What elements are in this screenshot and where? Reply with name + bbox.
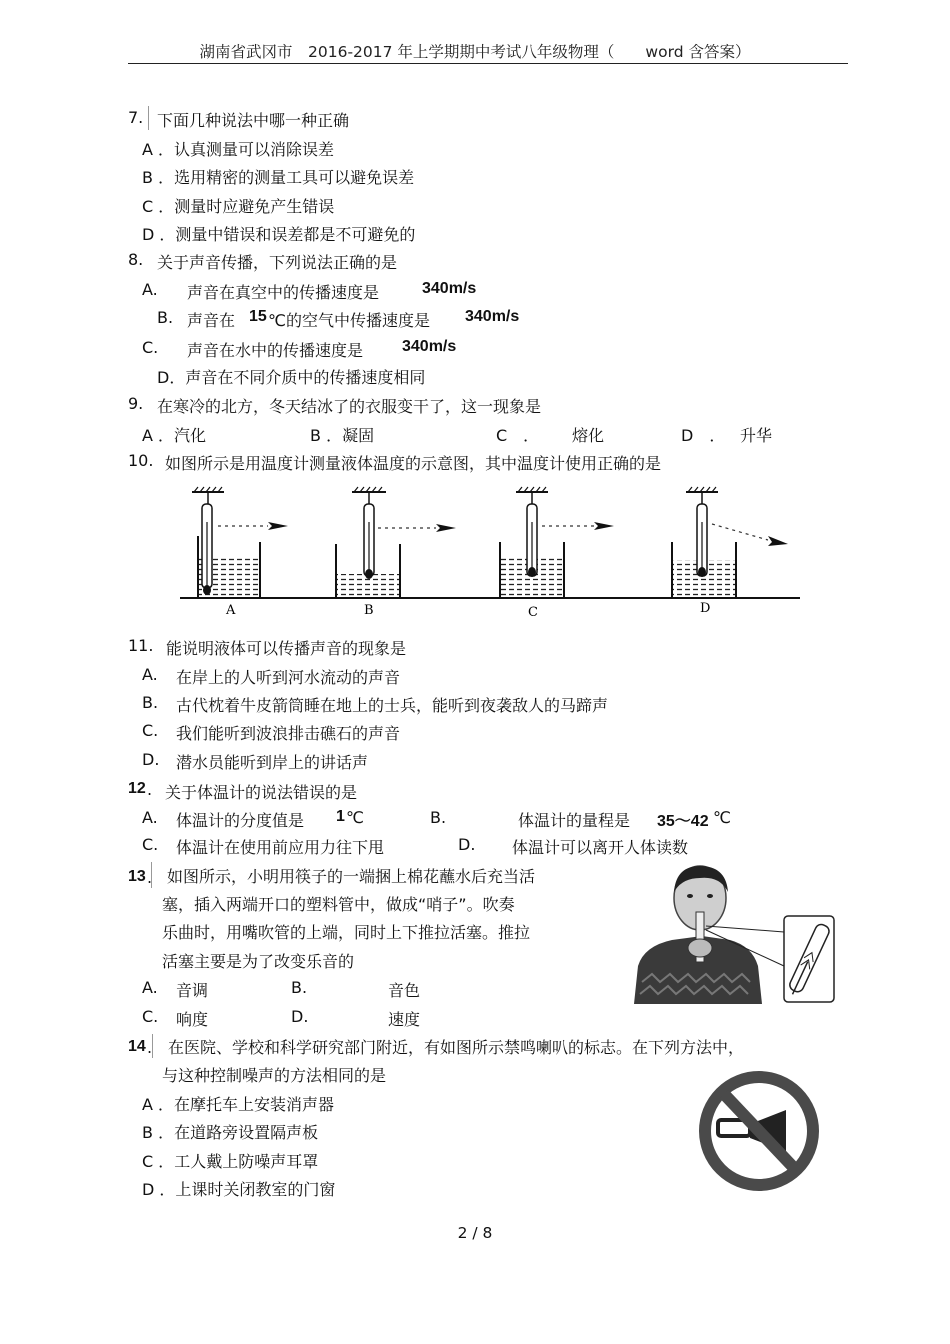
setup-b [336,487,456,598]
q14-option-c: C ．工人戴上防噪声耳罩 [142,1152,319,1171]
page-header: 湖南省武冈市 2016-2017 年上学期期中考试八年级物理（ word 含答案） [199,43,751,61]
q8-option-a-value: 340m/s [422,280,477,297]
q14-option-d: D ．上课时关闭教室的门窗 [142,1180,336,1199]
q9-option-d-text: 升华 [740,426,773,445]
q12-option-c-text: 体温计在使用前应用力往下甩 [176,838,385,857]
q8-option-b-pre: 声音在 [187,311,236,330]
q11-option-d-letter: D. [142,750,160,769]
q12-stem: 关于体温计的说法错误的是 [165,783,358,802]
q8-option-b-mid: ℃的空气中传播速度是 [268,311,430,330]
q13-line-4: 活塞主要是为了改变乐音的 [162,952,355,971]
q12-dot: . [147,780,153,799]
cursor-mark [148,106,149,130]
q9-option-c-text: 熔化 [572,426,605,445]
label-b: B [364,603,374,618]
q8-option-c-letter: C. [142,338,159,357]
q13-line-1: 如图所示，小明用筷子的一端捆上棉花蘸水后充当活 [167,867,536,886]
q12-option-a-value: 1 [336,808,345,825]
q13-number: 13 [128,868,146,885]
setup-c [500,487,614,598]
q13-option-c-letter: C. [142,1007,159,1026]
q12-option-d-text: 体温计可以离开人体读数 [512,838,689,857]
q8-stem: 关于声音传播，下列说法正确的是 [157,253,398,272]
q7-option-c: C ．测量时应避免产生错误 [142,197,335,216]
q14-option-a: A ．在摩托车上安装消声器 [142,1095,335,1114]
q12-option-d-letter: D. [458,835,476,854]
q12-option-a-letter: A. [142,808,158,827]
q13-line-2: 塞，插入两端开口的塑料管中，做成“哨子”。吹奏 [162,895,515,914]
q10-stem: 如图所示是用温度计测量液体温度的示意图，其中温度计使用正确的是 [165,454,662,473]
q8-option-b-temp: 15 [249,308,267,325]
cursor-mark [152,1034,153,1058]
q12-number: 12 [128,780,146,797]
q9-number: 9. [128,394,144,413]
label-a: A [226,603,236,618]
page-number: 2 / 8 [457,1224,493,1242]
q12-option-a-unit: ℃ [346,808,364,827]
q7-stem: 下面几种说法中哪一种正确 [157,111,350,130]
q13-whistle-photo [634,862,840,1004]
q8-option-d: D．声音在不同介质中的传播速度相同 [157,368,426,387]
q7-option-b: B ．选用精密的测量工具可以避免误差 [142,168,415,187]
q9-stem: 在寒冷的北方，冬天结冰了的衣服变干了，这一现象是 [157,397,542,416]
q13-option-b-letter: B. [291,978,308,997]
q12-option-c-letter: C. [142,835,159,854]
q10-thermometer-figure [180,482,800,622]
q14-dot: . [147,1038,153,1057]
q11-option-c-letter: C. [142,721,159,740]
q7-number: 7. [128,108,144,127]
q14-line-2: 与这种控制噪声的方法相同的是 [162,1066,387,1085]
q7-option-a: A ．认真测量可以消除误差 [142,140,335,159]
q9-option-a: A ．汽化 [142,426,207,445]
q12-option-b-value: 35～42 [657,813,709,830]
q11-option-a: 在岸上的人听到河水流动的声音 [176,668,401,687]
header-rule [128,63,848,64]
q10-number: 10. [128,451,154,470]
q11-option-a-letter: A. [142,665,158,684]
q8-option-c-value: 340m/s [402,338,457,355]
q13-option-a-text: 音调 [176,981,209,1000]
q8-option-b-value: 340m/s [465,308,520,325]
q8-option-b-letter: B. [157,308,174,327]
q12-option-a-text: 体温计的分度值是 [176,811,305,830]
q13-option-a-letter: A. [142,978,158,997]
q8-option-a-text: 声音在真空中的传播速度是 [187,283,380,302]
q13-option-b-text: 音色 [388,981,421,1000]
q13-line-3: 乐曲时，用嘴吹管的上端，同时上下推拉活塞。推拉 [162,923,531,942]
q8-option-c-text: 声音在水中的传播速度是 [187,341,364,360]
q11-stem: 能说明液体可以传播声音的现象是 [166,639,407,658]
q8-option-a-letter: A. [142,280,158,299]
q11-option-b-letter: B. [142,693,159,712]
q11-option-c: 我们能听到波浪排击礁石的声音 [176,724,401,743]
q14-option-b: B ．在道路旁设置隔声板 [142,1123,319,1142]
setup-a [192,487,288,598]
q12-option-b-letter: B. [430,808,447,827]
setup-d [672,487,788,598]
q13-option-d-text: 速度 [388,1010,421,1029]
q12-option-b-unit: ℃ [713,808,731,827]
q9-option-b: B ．凝固 [310,426,375,445]
q12-option-b-text: 体温计的量程是 [518,811,631,830]
q7-option-d: D ．测量中错误和误差都是不可避免的 [142,225,416,244]
q11-option-d: 潜水员能听到岸上的讲话声 [176,753,369,772]
q13-dot: . [147,868,153,887]
q9-option-d-letter: D ． [681,426,726,445]
q14-number: 14 [128,1038,146,1055]
q11-option-b: 古代枕着牛皮箭筒睡在地上的士兵，能听到夜袭敌人的马蹄声 [176,696,609,715]
q9-option-c-letter: C ． [496,426,540,445]
label-d: D [700,601,711,616]
q13-option-c-text: 响度 [176,1010,209,1029]
no-horn-sign-icon [696,1066,822,1196]
q8-number: 8. [128,250,144,269]
q14-line-1: 在医院、学校和科学研究部门附近，有如图所示禁鸣喇叭的标志。在下列方法中， [168,1038,745,1057]
q13-option-d-letter: D. [291,1007,309,1026]
q11-number: 11. [128,636,154,655]
label-c: C [528,605,538,620]
